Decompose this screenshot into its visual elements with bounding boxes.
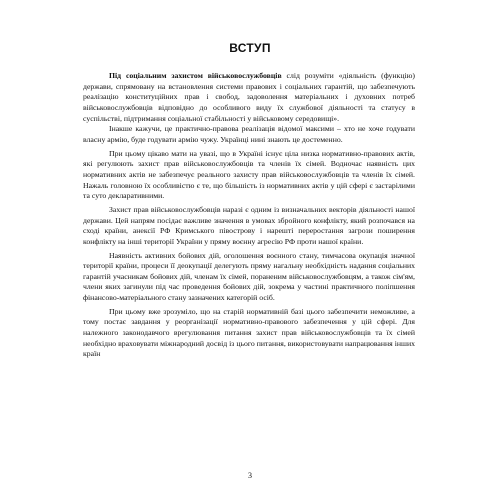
paragraph-4 — [83, 205, 415, 248]
paragraph-5 — [83, 251, 415, 304]
page-title: ВСТУП — [229, 41, 271, 55]
paragraph-6 — [83, 307, 415, 360]
paragraph-1-lead: Під соціальним захистом військовослужбовців — [109, 71, 282, 80]
paragraph-3-text: При цьому цікаво мати на увазі, що в Україні існує ціла низка нормативно-правових актів, які регулюють захист прав військовослужбовців та членів їх сімей. Водночас наявність цих нормативних актів не забезпечує реального захисту прав військовослужбовців та членів їх сімей. Нажаль головною їх особливістю є те, що більшість із нормативних актів у цій сфері є застарілими та суто декларативними. — [83, 148, 415, 201]
paragraph-4-text: Захист прав військовослужбовців наразі є одним із визначальних векторів діяльності нашої держави. Цей напрям посідає важливе значення в умовах збройного конфлікту, який розпочався на сході країни, анексії РФ Кримського півострову і нарешті переростання загрози поширення конфлікту на інші території України у пряму воєнну агресію РФ проти нашої країни. — [83, 204, 415, 246]
paragraph-2 — [83, 124, 415, 145]
paragraph-1 — [83, 71, 415, 124]
page-number: 3 — [248, 471, 252, 480]
paragraph-6-text: При цьому вже зрозуміло, що на старій нормативній базі цього забезпечити неможливе, а тому постає завдання у реорганізації нормативно-правового забезпечення у цій сфері. Для належного законодавчого врегулювання питання захист прав військовослужбовців та їх сімей необхідно враховувати міжнародний досвід із цього питання, використовувати напрацювання інших країн — [83, 306, 415, 359]
paragraph-3 — [83, 149, 415, 202]
document-body — [83, 71, 415, 360]
paragraph-1-text: слід розуміти «діяльність (функцію) держави, спрямовану на встановлення системи правових і соціальних гарантій, що забезпечують реалізацію конституційних прав і свобод, задоволення матеріальних і духовних потреб військовослужбовців відповідно до особливого виду їх службової діяльності та статусу в суспільстві, підтримання соціальної стабільності у військовому середовищі». — [83, 71, 415, 123]
paragraph-5-text: Наявність активних бойових дій, оголошення воєнного стану, тимчасова окупація значної території країни, процеси її деокупації делегують пряму нагальну необхідність надання соціальних гарантій учасникам бойових дій, членам їх сімей, пораненим військовослужбовцям, а також сім'ям, члени яких загинули під час проведення бойових дій, зокрема у частині практичного поліпшення фінансово-матеріального стану зазначених категорій осіб. — [83, 250, 415, 303]
paragraph-2-text: Інакше кажучи, це практично-правова реалізація відомої максими – хто не хоче годувати власну армію, буде годувати армію чужу. Українці нині знають це достеменно. — [83, 124, 415, 144]
